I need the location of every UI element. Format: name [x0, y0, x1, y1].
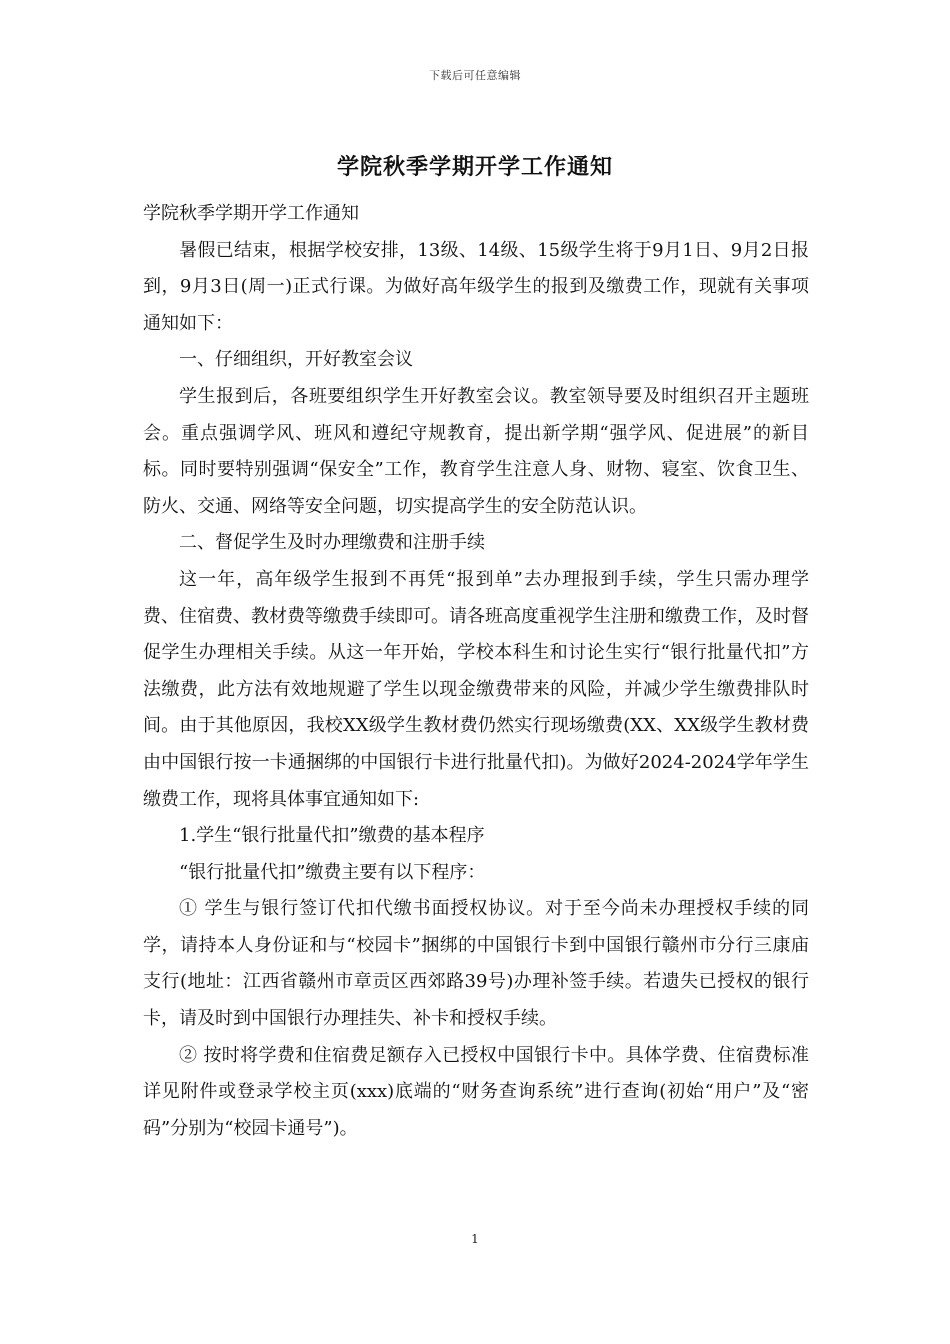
list-item-step-2: ② 按时将学费和住宿费足额存入已授权中国银行卡中。具体学费、住宿费标准详见附件或登录学校主页(xxx)底端的“财务查询系统”进行查询(初始“用户”及“密码”分别为“校园卡通号”)。: [143, 1044, 809, 1139]
paragraph-intro: 暑假已结束，根据学校安排，13级、14级、15级学生将于9月1日、9月2日报到，9月3日(周一)正式行课。为做好高年级学生的报到及缴费工作，现就有关事项通知如下：: [143, 239, 809, 334]
document-title: 学院秋季学期开学工作通知: [336, 155, 613, 180]
page-number: 1: [471, 1232, 479, 1246]
subsection-heading-1: 1.学生“银行批量代扣”缴费的基本程序: [179, 825, 485, 847]
paragraph-section-1: 学生报到后，各班要组织学生开好教室会议。教室领导要及时组织召开主题班会。重点强调学风、班风和遵纪守规教育，提出新学期“强学风、促进展”的新目标。同时要特别强调“保安全”工作，教育学生注意人身、财物、寝室、饮食卫生、防火、交通、网络等安全问题，切实提高学生的安全防范认识。: [143, 385, 809, 517]
section-heading-1: 一、仔细组织，开好教室会议: [179, 349, 413, 371]
section-heading-2: 二、督促学生及时办理缴费和注册手续: [179, 532, 485, 554]
paragraph-procedures-intro: “银行批量代扣”缴费主要有以下程序：: [179, 861, 486, 883]
list-item-step-1: ① 学生与银行签订代扣代缴书面授权协议。对于至今尚未办理授权手续的同学，请持本人身份证和与“校园卡”捆绑的中国银行卡到中国银行赣州市分行三康庙支行(地址：江西省赣州市章贡区西郊路39号)办理补签手续。若遗失已授权的银行卡，请及时到中国银行办理挂失、补卡和授权手续。: [143, 898, 809, 1030]
paragraph-section-2: 这一年，高年级学生报到不再凭“报到单”去办理报到手续，学生只需办理学费、住宿费、教材费等缴费手续即可。请各班高度重视学生注册和缴费工作，及时督促学生办理相关手续。从这一年开始，学校本科生和讨论生实行“银行批量代扣”方法缴费，此方法有效地规避了学生以现金缴费带来的风险，并减少学生缴费排队时间。由于其他原因，我校XX级学生教材费仍然实行现场缴费(XX、XX级学生教材费由中国银行按一卡通捆绑的中国银行卡进行批量代扣)。为做好2024-2024学年学生缴费工作，现将具体事宜通知如下:: [143, 568, 809, 810]
document-body: [143, 196, 809, 1147]
page-header: 下载后可任意编辑: [429, 69, 521, 82]
paragraph-subtitle: 学院秋季学期开学工作通知: [143, 203, 359, 224]
